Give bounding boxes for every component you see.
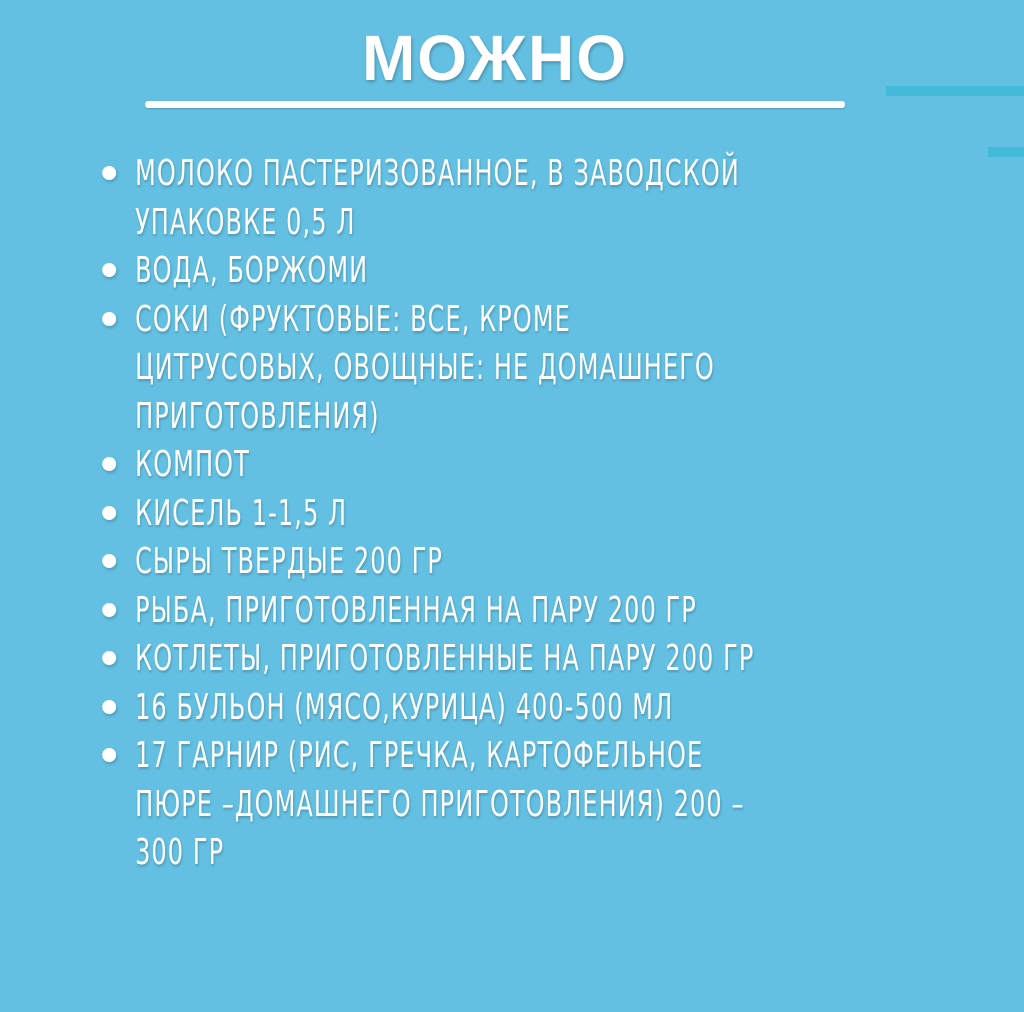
list-item (104, 441, 1001, 490)
list-item (104, 296, 1001, 442)
bullet-icon (102, 603, 116, 617)
list-item (104, 490, 1001, 539)
item-line: ПЮРЕ –ДОМАШНЕГО ПРИГОТОВЛЕНИЯ) 200 – (135, 783, 745, 825)
bullet-icon (102, 506, 116, 520)
allowed-foods-list (104, 150, 989, 878)
list-item (104, 150, 1001, 247)
page-title: МОЖНО (361, 22, 629, 94)
bullet-icon (102, 700, 116, 714)
item-line: СЫРЫ ТВЕРДЫЕ 200 ГР (135, 541, 444, 582)
bullet-icon (102, 748, 116, 762)
list-item (104, 635, 1001, 684)
item-line: РЫБА, ПРИГОТОВЛЕННАЯ НА ПАРУ 200 ГР (135, 589, 697, 631)
bullet-icon (102, 554, 116, 568)
bullet-icon (102, 166, 116, 180)
item-line: 17 ГАРНИР (РИС, ГРЕЧКА, КАРТОФЕЛЬНОЕ (135, 735, 704, 776)
item-line: СОКИ (ФРУКТОВЫЕ: ВСЕ, КРОМЕ (135, 298, 571, 340)
list-item (104, 538, 1001, 587)
title-underline (145, 101, 845, 108)
item-line: МОЛОКО ПАСТЕРИЗОВАННОЕ, В ЗАВОДСКОЙ (135, 153, 740, 194)
bullet-icon (102, 312, 116, 326)
list-item (104, 732, 1001, 878)
item-line: КОТЛЕТЫ, ПРИГОТОВЛЕННЫЕ НА ПАРУ 200 ГР (135, 638, 755, 679)
item-line: 300 ГР (135, 832, 225, 873)
list-item (104, 684, 1001, 733)
bullet-icon (102, 651, 116, 665)
item-line: 16 БУЛЬОН (МЯСО,КУРИЦА) 400-500 МЛ (135, 686, 674, 728)
list-item (104, 247, 1001, 296)
bullet-icon (102, 457, 116, 471)
item-line: ВОДА, БОРЖОМИ (135, 250, 369, 291)
list-item (104, 587, 1001, 636)
item-line: КОМПОТ (135, 444, 250, 485)
bullet-icon (102, 263, 116, 277)
item-line: УПАКОВКЕ 0,5 Л (135, 201, 356, 243)
item-line: ПРИГОТОВЛЕНИЯ) (135, 395, 380, 437)
item-line: КИСЕЛЬ 1-1,5 Л (135, 492, 348, 534)
item-line: ЦИТРУСОВЫХ, ОВОЩНЫЕ: НЕ ДОМАШНЕГО (135, 347, 715, 388)
decorative-accent-line (886, 86, 1024, 96)
